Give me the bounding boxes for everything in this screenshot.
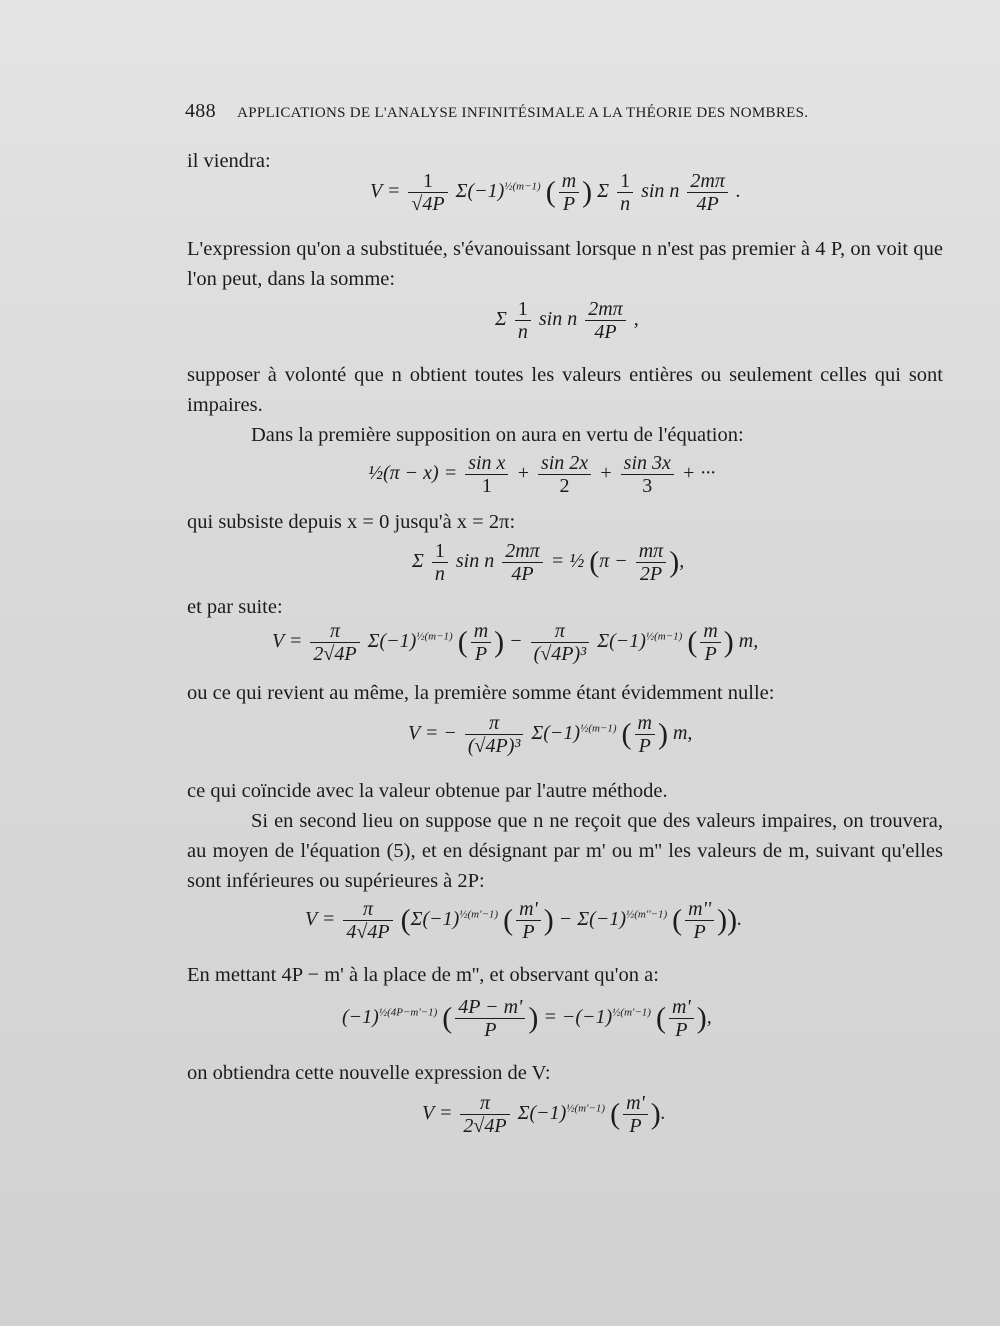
- symbol-fraction: [685, 898, 714, 943]
- numerator: 1: [408, 170, 447, 193]
- numerator: π: [460, 1092, 509, 1115]
- equation-4: [0, 540, 1000, 585]
- exponent: ½(m'−1): [459, 908, 499, 921]
- numerator: mπ: [636, 540, 666, 563]
- denominator: n: [620, 193, 631, 215]
- punct: ,: [706, 1006, 712, 1029]
- fraction: [465, 712, 524, 757]
- paren: (: [457, 625, 468, 659]
- numerator: m': [516, 898, 541, 921]
- denominator: P: [629, 1115, 642, 1137]
- punct: ,: [679, 550, 685, 573]
- minus: −: [509, 630, 523, 653]
- denominator: P: [522, 921, 535, 943]
- punct: ,: [633, 308, 639, 331]
- fraction: [310, 620, 359, 665]
- paragraph: il viendra:: [187, 150, 271, 172]
- sum-term: Σ(−1): [455, 180, 505, 203]
- eq-lhs: V =: [305, 908, 336, 931]
- symbol-fraction: [516, 898, 541, 943]
- denominator: 1: [481, 475, 492, 497]
- symbol-fraction: [455, 996, 525, 1041]
- denominator: (√4P)³: [467, 735, 521, 757]
- denominator: P: [484, 1019, 497, 1041]
- paragraph: ce qui coïncide avec la valeur obtenue par l'autre méthode.: [187, 780, 668, 802]
- denominator: 2√4P: [313, 643, 357, 665]
- denominator: P: [693, 921, 706, 943]
- denominator: P: [704, 643, 717, 665]
- exponent: ½(m−1): [580, 722, 617, 735]
- eq-lhs: V =: [272, 630, 303, 653]
- paren: (: [621, 717, 632, 751]
- symbol-fraction: [623, 1092, 648, 1137]
- denominator: 2P: [639, 563, 663, 585]
- sum-term: Σ(−1): [367, 630, 417, 653]
- numerator: π: [465, 712, 524, 735]
- numerator: 4P − m': [455, 996, 525, 1019]
- numerator: sin 2x: [538, 452, 591, 475]
- trailing-term: m,: [738, 630, 759, 653]
- running-title: APPLICATIONS DE L'ANALYSE INFINITÉSIMALE A LA THÉORIE DES NOMBRES.: [237, 105, 809, 121]
- fraction: [460, 1092, 509, 1137]
- fraction: [617, 170, 633, 215]
- ellipsis: + ···: [681, 462, 716, 485]
- fraction: [687, 170, 727, 215]
- equation-7: [0, 898, 1000, 943]
- exponent: ½(m−1): [504, 180, 541, 193]
- fraction: [408, 170, 447, 215]
- minus-sum: − Σ(−1): [558, 908, 626, 931]
- paragraph: qui subsiste depuis x = 0 jusqu'à x = 2π:: [187, 511, 516, 533]
- paren: ): [543, 903, 554, 937]
- exponent: ½(m−1): [645, 630, 683, 643]
- symbol-fraction: [669, 996, 694, 1041]
- exponent: ½(m'−1): [566, 1102, 606, 1115]
- numerator: m'': [685, 898, 714, 921]
- denominator: P: [638, 735, 651, 757]
- numerator: m: [635, 712, 655, 735]
- numerator: 2mπ: [502, 540, 542, 563]
- paragraph: et par suite:: [187, 596, 283, 618]
- equation-6: [0, 712, 1000, 757]
- paren: (: [545, 175, 556, 209]
- paren: (: [655, 1001, 666, 1035]
- numerator: m: [559, 170, 579, 193]
- fraction: [515, 298, 531, 343]
- paren: )): [717, 903, 738, 937]
- symbol-fraction: [559, 170, 579, 215]
- numerator: m': [669, 996, 694, 1019]
- paren: ): [657, 717, 668, 751]
- paren: (: [442, 1001, 453, 1035]
- paren: ): [723, 625, 734, 659]
- denominator: √4P: [411, 193, 445, 215]
- paren: ): [528, 1001, 539, 1035]
- fraction: [465, 452, 508, 497]
- denominator: 2: [559, 475, 570, 497]
- paragraph: on obtiendra cette nouvelle expression de V:: [187, 1062, 551, 1084]
- fraction: [343, 898, 392, 943]
- numerator: π: [343, 898, 392, 921]
- fraction: [621, 452, 674, 497]
- paren: ): [669, 545, 680, 579]
- sine-term: sin n: [538, 308, 578, 331]
- trailing-term: m,: [672, 722, 693, 745]
- paren: ): [696, 1001, 707, 1035]
- sum-term: Σ(−1): [531, 722, 581, 745]
- sigma: Σ: [495, 308, 507, 331]
- equation-9: [0, 1092, 1000, 1137]
- punct: .: [737, 908, 743, 931]
- numerator: π: [310, 620, 359, 643]
- sum-term: Σ(−1): [597, 630, 646, 653]
- fraction: [502, 540, 542, 585]
- fraction: [538, 452, 591, 497]
- paren: (: [503, 903, 514, 937]
- exponent: ½(m'−1): [612, 1006, 651, 1019]
- pi-minus: π −: [599, 550, 628, 573]
- paren: (: [672, 903, 683, 937]
- denominator: P: [474, 643, 488, 665]
- symbol-fraction: [471, 620, 491, 665]
- paragraph: Si en second lieu on suppose que n ne reçoit que des valeurs impaires, on trouvera, au moyen de l'équation (5), et en désignant par m' ou m'' les valeurs de m, suivant qu'elles sont inférieures ou supérieures à 2P:: [187, 810, 943, 892]
- denominator: n: [434, 563, 445, 585]
- fraction: [585, 298, 625, 343]
- equation-5: [0, 620, 1000, 665]
- denominator: 4P: [696, 193, 719, 215]
- paragraph: supposer à volonté que n obtient toutes les valeurs entières ou seulement celles qui sont impaires.: [187, 364, 943, 416]
- denominator: n: [517, 321, 528, 343]
- equation-3: ½(π − x) = $\frac{\text{sin x}}{1}$ + $\frac{\sin 2x}{2}$ + $\frac{\sin 3x}{3}$ + ···: [368, 452, 716, 497]
- numerator: 2mπ: [687, 170, 727, 193]
- paren: (: [610, 1097, 621, 1131]
- page-number: 488: [185, 100, 216, 122]
- exponent: ½(4P−m'−1): [378, 1006, 438, 1019]
- paragraph: Dans la première supposition on aura en vertu de l'équation:: [251, 424, 744, 446]
- paren: ): [494, 625, 505, 659]
- numerator: m: [471, 620, 491, 643]
- numerator: π: [531, 620, 590, 643]
- exponent: ½(m''−1): [626, 908, 668, 921]
- equation-2: [0, 298, 1000, 343]
- denominator: 2√4P: [463, 1115, 507, 1137]
- symbol-fraction: [635, 712, 655, 757]
- sum-term: Σ(−1): [410, 908, 460, 931]
- eq-lhs: V =: [422, 1102, 453, 1125]
- paren: ): [582, 175, 593, 209]
- numerator: m: [700, 620, 720, 643]
- paragraph: En mettant 4P − m' à la place de m'', et observant qu'on a:: [187, 964, 659, 986]
- fraction: [432, 540, 448, 585]
- paren: ): [650, 1097, 661, 1131]
- punct: .: [735, 180, 741, 203]
- eq-lhs: ½(π − x) =: [368, 462, 458, 485]
- numerator: sin 3x: [621, 452, 674, 475]
- sine-term: sin n: [455, 550, 495, 573]
- exponent: ½(m−1): [416, 630, 453, 643]
- eq-lhs: V =: [370, 180, 401, 203]
- numerator: sin x: [465, 452, 508, 475]
- paren: (: [687, 625, 698, 659]
- sigma: Σ: [412, 550, 424, 573]
- numerator: m': [623, 1092, 648, 1115]
- equals-term: = −(−1): [543, 1006, 613, 1029]
- symbol-fraction: [700, 620, 720, 665]
- eq-lhs: (−1): [342, 1006, 379, 1029]
- numerator: 1: [515, 298, 531, 321]
- fraction: [531, 620, 590, 665]
- denominator: 3: [642, 475, 653, 497]
- denominator: (√4P)³: [533, 643, 587, 665]
- sum-term: Σ(−1): [517, 1102, 567, 1125]
- numerator: 1: [432, 540, 448, 563]
- denominator: P: [675, 1019, 688, 1041]
- equation-1: [0, 170, 1000, 215]
- denominator: 4P: [594, 321, 617, 343]
- denominator: P: [562, 193, 576, 215]
- equation-8: [0, 996, 1000, 1041]
- denominator: 4√4P: [346, 921, 390, 943]
- fraction: [636, 540, 666, 585]
- punct: .: [660, 1102, 666, 1125]
- numerator: 1: [617, 170, 633, 193]
- paragraph: ou ce qui revient au même, la première somme étant évidemment nulle:: [187, 682, 775, 704]
- paren: (: [400, 903, 411, 937]
- sine-term: sin n: [641, 180, 680, 203]
- denominator: 4P: [511, 563, 534, 585]
- eq-lhs: V = −: [408, 722, 457, 745]
- sigma: Σ: [597, 180, 610, 203]
- paren: (: [589, 545, 600, 579]
- numerator: 2mπ: [585, 298, 625, 321]
- equals-half: = ½: [550, 550, 585, 573]
- running-header: [185, 100, 905, 123]
- paragraph: L'expression qu'on a substituée, s'évanouissant lorsque n n'est pas premier à 4 P, on voit que l'on peut, dans la somme:: [187, 238, 943, 290]
